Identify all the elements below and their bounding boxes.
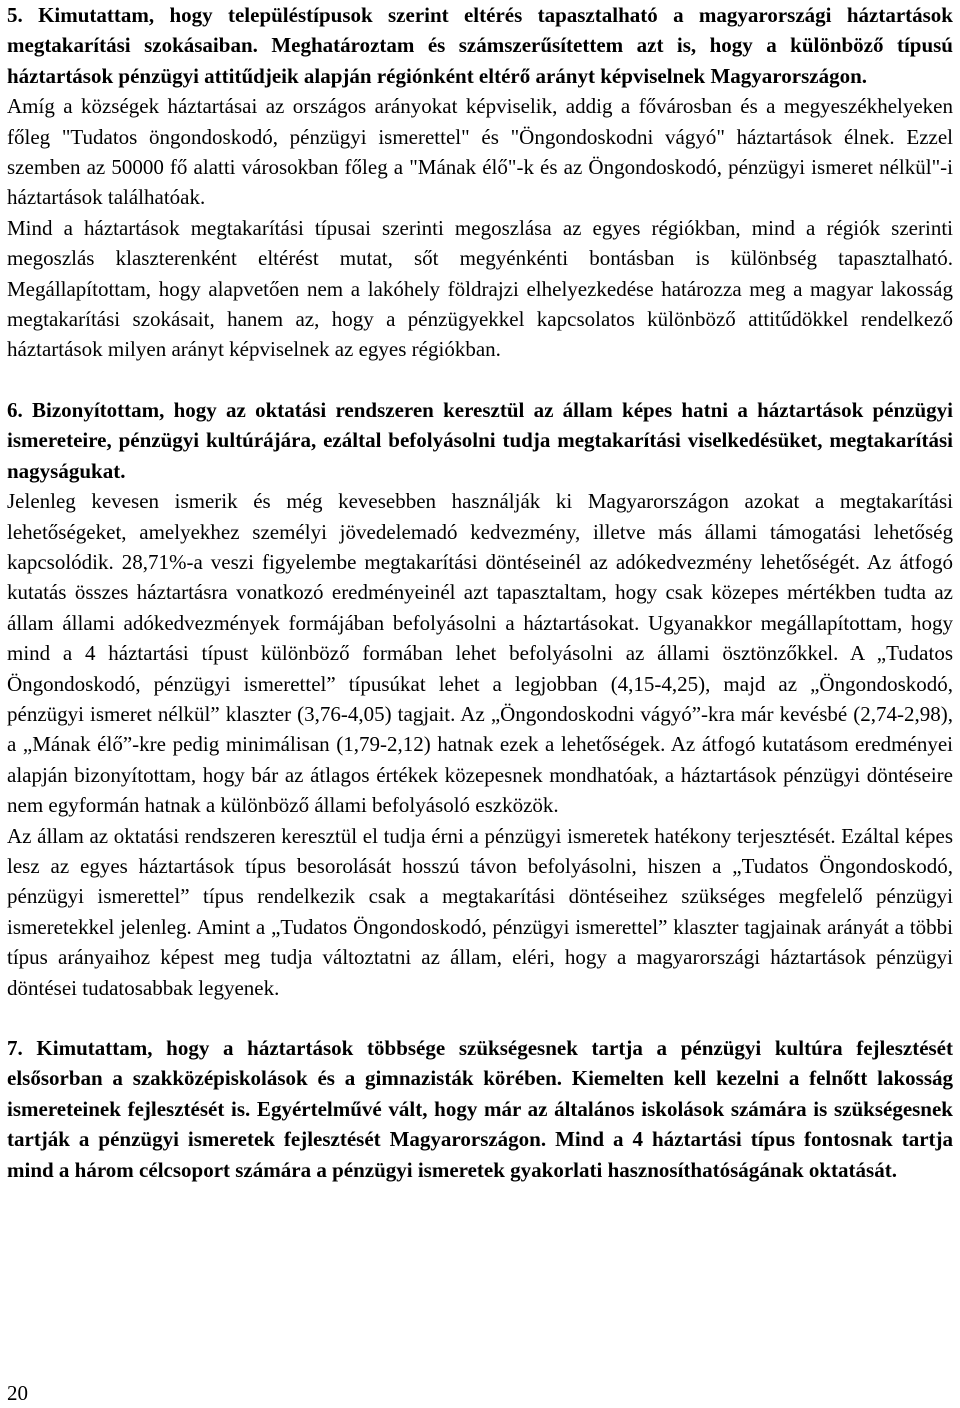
- section-6-paragraph-2: Az állam az oktatási rendszeren keresztül el tudja érni a pénzügyi ismeretek hatékony terjesztését. Ezáltal képes lesz az egyes háztartások típus besorolását hosszú távon befolyásolni, hiszen a „Tudatos Öngondoskodó, pénzügyi ismerettel” típus rendelkezik csak a megtakarítási döntéseihez szükséges megfelelő pénzügyi ismeretekkel jelenleg. Amint a „Tudatos Öngondoskodó, pénzügyi ismerettel” klaszter tagjainak arányát a többi típus arányaihoz képest meg tudja változtatni az állam, eléri, hogy a magyarországi háztartások pénzügyi döntései tudatosabbak legyenek.: [7, 823, 953, 1000]
- section-5-paragraph-2: Mind a háztartások megtakarítási típusai szerinti megoszlása az egyes régiókban, mind a régiók szerinti megoszlás klaszterenként eltérést mutat, sőt megyénkénti bontásban is különbség tapasztalható. Megállapítottam, hogy alapvetően nem a lakóhely földrajzi elhelyezkedése határozza meg a magyar lakosság megtakarítási szokásait, hanem az, hogy a pénzügyekkel kapcsolatos különböző attitűdökkel rendelkező háztartások milyen arányt képviselnek az egyes régiókban.: [7, 215, 953, 362]
- section-5-paragraph-1: Amíg a községek háztartásai az országos arányokat képviselik, addig a fővárosban és a megyeszékhelyeken főleg "Tudatos öngondoskodó, pénzügyi ismerettel" és "Öngondoskodni vágyó" háztartások élnek. Ezzel szemben az 50000 fő alatti városokban főleg a "Mának élő"-k és az Öngondoskodó, pénzügyi ismeret nélkül"-i háztartások találhatóak.: [7, 94, 953, 210]
- section-5-heading: 5. Kimutattam, hogy településtípusok szerint eltérés tapasztalható a magyarországi háztartások megtakarítási szokásaiban. Meghatároztam és számszerűsítettem azt is, hogy a különböző típusú háztartások pénzügyi attitűdjeik alapján régiónként eltérő arányt képviselnek Magyarországon.: [7, 3, 953, 88]
- document-page: [7, 0, 953, 1185]
- section-spacer: [7, 365, 953, 395]
- section-6-paragraph-1: Jelenleg kevesen ismerik és még kevesebben használják ki Magyarországon azokat a megtakarítási lehetőségeket, amelyekhez személyi jövedelemadó kedvezmény, illetve más állami támogatási lehetőség kapcsolódik. 28,71%-a veszi figyelembe megtakarítási döntéseinél az adókedvezmény lehetőségét. Az átfogó kutatás összes háztartásra vonatkozó eredményeinél azt tapasztaltam, hogy csak közepes mértékben tudta az állam állami adókedvezmények formájában befolyásolni a háztartásokat. Ugyanakkor megállapítottam, hogy mind a 4 háztartási típust különböző formában lehet befolyásolni az állami ösztönzőkkel. A „Tudatos Öngondoskodó, pénzügyi ismerettel” típusúkat lehet a legjobban (4,15-4,25), majd az „Öngondoskodó, pénzügyi ismeret nélkül” klaszter (3,76-4,05) tagjait. Az „Öngondoskodni vágyó”-kra már kevésbé (2,74-2,98), a „Mának élő”-kre pedig minimálisan (1,79-2,12) hatnak ezek a lehetőségek. Az átfogó kutatásom eredményei alapján bizonyítottam, hogy bár az átlagos értékek közepesnek mondhatóak, a háztartások pénzügyi döntéseire nem egyformán hatnak a különböző állami befolyásoló eszközök.: [7, 489, 953, 818]
- page-number: 20: [7, 1381, 28, 1405]
- section-7-heading: 7. Kimutattam, hogy a háztartások többsége szükségesnek tartja a pénzügyi kultúra fejlesztését elsősorban a szakközépiskolások és a gimnazisták körében. Kiemelten kell kezelni a felnőtt lakosság ismereteinek fejlesztését is. Egyértelművé vált, hogy már az általános iskolások számára is szükségesnek tartják a pénzügyi ismeretek fejlesztését Magyarországon. Mind a 4 háztartási típus fontosnak tartja mind a három célcsoport számára a pénzügyi ismeretek gyakorlati hasznosíthatóságának oktatását.: [7, 1036, 953, 1182]
- section-spacer: [7, 1003, 953, 1033]
- section-6-heading: 6. Bizonyítottam, hogy az oktatási rendszeren keresztül az állam képes hatni a háztartások pénzügyi ismereteire, pénzügyi kultúrájára, ezáltal befolyásolni tudja megtakarítási viselkedésüket, megtakarítási nagyságukat.: [7, 397, 953, 483]
